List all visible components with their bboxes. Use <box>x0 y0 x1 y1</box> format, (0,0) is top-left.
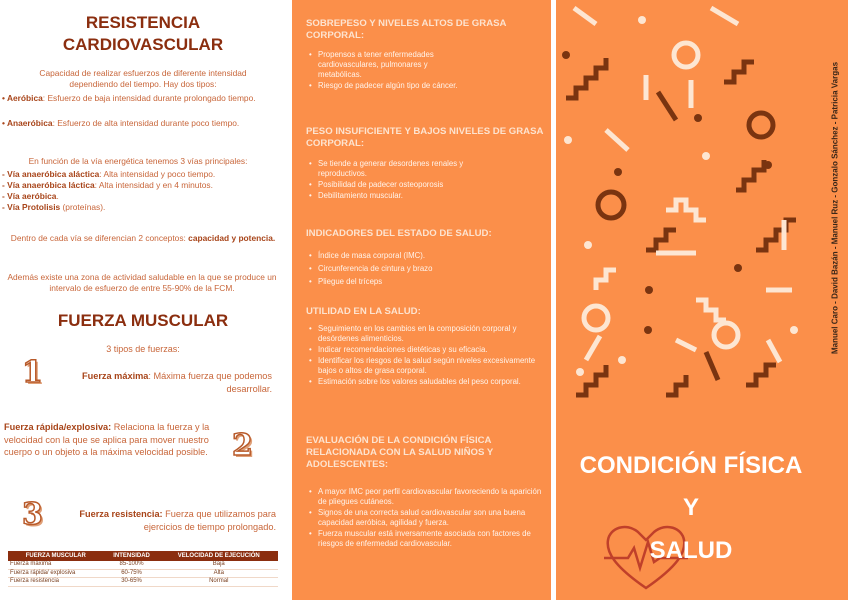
table-header: FUERZA MUSCULAR <box>8 551 104 561</box>
fuerza-maxima-desc: : Máxima fuerza que podemos desarrollar. <box>148 371 272 394</box>
table-header: INTENSIDAD <box>104 551 160 561</box>
authors-strip <box>822 0 848 420</box>
table-cell: Fuerza máxima <box>8 561 104 569</box>
heading-line-2: CARDIOVASCULAR <box>62 35 224 54</box>
peso-insuficiente-heading: PESO INSUFICIENTE Y BAJOS NIVELES DE GRASA CORPORAL: <box>306 126 544 149</box>
middle-panel <box>292 0 551 600</box>
decorative-shapes <box>556 0 826 420</box>
dash-decoration <box>768 340 780 362</box>
sobrepeso-list <box>306 50 546 92</box>
zigzag-decoration <box>596 270 616 290</box>
via-item <box>2 169 274 180</box>
right-panel <box>556 0 848 600</box>
evaluacion-list <box>306 487 546 550</box>
via-item <box>2 191 274 202</box>
resistencia-intro <box>14 68 272 90</box>
fuerza-resistencia-text <box>76 508 276 533</box>
table-row <box>8 569 278 578</box>
table-row <box>8 561 278 569</box>
number-one-icon: 1 <box>22 355 43 390</box>
via1-desc: : Alta intensidad y poco tiempo. <box>99 169 216 179</box>
dot-decoration <box>584 241 592 249</box>
peso-insuficiente-list <box>306 159 546 202</box>
list-item: • Fuerza muscular está inversamente asociada con factores de riesgos de enfermedad cardiovascular. <box>306 529 546 549</box>
fuerza-maxima-label: Fuerza máxima <box>82 371 149 381</box>
list-item: • Seguimiento en los cambios en la composición corporal y desórdenes alimenticios. <box>306 324 546 344</box>
dot-decoration <box>694 114 702 122</box>
via-item <box>2 180 274 191</box>
ring-decoration <box>674 43 698 67</box>
ring-decoration <box>749 113 773 137</box>
via2-label: - Vía anaeróbica láctica <box>2 180 95 190</box>
authors-text: Manuel Caro - David Bazán - Manuel Ruz - Gonzalo Sánchez - Patricia Vargas <box>830 61 840 355</box>
list-item: • Se tiende a generar desordenes renales y reproductivos. <box>306 159 546 179</box>
table-cell: Fuerza rápida/ explosiva <box>8 569 104 578</box>
fuerza-heading: FUERZA MUSCULAR <box>57 311 229 330</box>
zigzag-decoration <box>696 300 726 320</box>
conceptos-desc: Dentro de cada vía se diferencian 2 conceptos: <box>10 233 189 243</box>
intro-line-2: dependiendo del tiempo. Hay dos tipos: <box>69 79 217 89</box>
list-item: • Propensos a tener enfermedades cardiovasculares, pulmonares y metabólicas. <box>306 50 546 80</box>
list-item: • Posibilidad de padecer osteoporosis <box>306 180 546 190</box>
table-cell: Fuerza resistencia <box>8 578 104 587</box>
dash-decoration <box>606 130 628 150</box>
indicadores-heading: INDICADORES DEL ESTADO DE SALUD: <box>306 228 492 239</box>
fuerza-resistencia-label: Fuerza resistencia: <box>79 509 163 519</box>
dash-decoration <box>574 8 596 24</box>
dot-decoration <box>576 368 584 376</box>
utilidad-heading: UTILIDAD EN LA SALUD: <box>306 306 421 317</box>
tipos-text: 3 tipos de fuerzas: <box>106 344 180 354</box>
aerobica-desc: : Esfuerzo de baja intensidad durante prolongado tiempo. <box>42 93 256 103</box>
via4-label: - Vía Protolisis <box>2 202 61 212</box>
ring-decoration <box>598 192 624 218</box>
sobrepeso-heading: SOBREPESO Y NIVELES ALTOS DE GRASA CORPORAL: <box>306 18 507 41</box>
via-list <box>2 169 274 213</box>
dot-decoration <box>790 326 798 334</box>
dot-decoration <box>702 152 710 160</box>
table-cell: Baja <box>160 561 278 569</box>
aerobica-text <box>2 93 274 104</box>
via2-desc: : Alta intensidad y en 4 minutos. <box>94 180 213 190</box>
list-item: • Estimación sobre los valores saludables del peso corporal. <box>306 377 546 387</box>
list-item: • Riesgo de padecer algún tipo de cáncer. <box>306 81 546 91</box>
table-cell: 30-65% <box>104 578 160 587</box>
list-item: • Pliegue del tríceps <box>306 276 546 288</box>
list-item: • Índice de masa corporal (IMC). <box>306 250 546 262</box>
title-line-3: SALUD <box>649 537 733 564</box>
aerobica-label: • Aeróbica <box>2 93 43 103</box>
zigzag-decoration <box>724 62 754 82</box>
resistencia-heading <box>0 12 286 56</box>
table-cell: Alta <box>160 569 278 578</box>
table-cell: 60-75% <box>104 569 160 578</box>
zigzag-decoration <box>646 230 676 250</box>
zona-text: Además existe una zona de actividad saludable en la que se produce un intervalo de esfuerzo de entre 55-90% de la FCM. <box>7 272 277 293</box>
conceptos-bold: capacidad y potencia. <box>188 233 276 243</box>
list-item: • A mayor IMC peor perfil cardiovascular favoreciendo la aparición de pliegues cutáneos. <box>306 487 546 507</box>
zigzag-decoration <box>756 220 796 250</box>
table-header: VELOCIDAD DE EJECUCIÓN <box>160 551 278 561</box>
via3-label: - Vía aeróbica <box>2 191 57 201</box>
zigzag-decoration <box>566 58 606 98</box>
indicadores-list <box>306 250 546 289</box>
vias-intro: En función de la vía energética tenemos 3 vías principales: <box>28 156 248 166</box>
dot-decoration <box>618 356 626 364</box>
ring-decoration <box>714 323 738 347</box>
utilidad-list <box>306 324 546 388</box>
dot-decoration <box>734 264 742 272</box>
dash-decoration <box>706 352 718 380</box>
list-item: • Signos de una correcta salud cardiovascular son una buena capacidad aeróbica, agilidad y fuerza. <box>306 508 546 528</box>
dot-decoration <box>638 16 646 24</box>
number-two-icon: 2 <box>232 428 253 463</box>
anaerobica-text <box>2 118 262 129</box>
via-item <box>2 202 274 213</box>
table-row <box>8 578 278 587</box>
intro-line-1: Capacidad de realizar esfuerzos de diferente intensidad <box>39 68 247 78</box>
fuerza-resistencia-desc: Fuerza que utilizamos para ejercicios de tiempo prolongado. <box>143 509 276 532</box>
evaluacion-heading: EVALUACIÓN DE LA CONDICIÓN FÍSICA RELACIONADA CON LA SALUD NIÑOS Y ADOLESCENTES: <box>306 435 494 470</box>
list-item: • Debilitamiento muscular. <box>306 191 546 201</box>
title-line-2: Y <box>682 494 699 521</box>
heading-line-1: RESISTENCIA <box>85 13 201 32</box>
fuerza-maxima-text <box>56 370 272 395</box>
via4-desc: (proteínas). <box>60 202 106 212</box>
via3-desc: . <box>56 191 59 201</box>
left-panel <box>0 0 286 600</box>
fuerza-table <box>8 551 278 587</box>
zigzag-decoration <box>736 160 764 190</box>
dot-decoration <box>564 136 572 144</box>
fuerza-rapida-label: Fuerza rápida/explosiva: <box>4 422 112 432</box>
dash-decoration <box>658 92 676 120</box>
zigzag-decoration <box>666 375 686 395</box>
number-three-icon: 3 <box>22 497 43 532</box>
fuerza-rapida-desc: Relaciona la fuerza y la velocidad con la que se aplica para mover nuestro cuerpo o un objeto a la máxima velocidad posible. <box>4 422 210 457</box>
ring-decoration <box>584 306 608 330</box>
list-item: • Circunferencia de cintura y brazo <box>306 263 546 275</box>
dash-decoration <box>711 8 738 24</box>
dash-decoration <box>676 340 696 350</box>
dot-decoration <box>614 168 622 176</box>
dash-decoration <box>586 336 600 360</box>
title-line-1: CONDICIÓN FÍSICA <box>579 452 803 479</box>
dot-decoration <box>645 286 653 294</box>
table-header-row <box>8 551 278 561</box>
zigzag-decoration <box>666 200 706 220</box>
table-cell: Normal <box>160 578 278 587</box>
fuerza-rapida-text <box>4 421 222 459</box>
anaerobica-desc: : Esfuerzo de alta intensidad durante poco tiempo. <box>52 118 240 128</box>
dot-decoration <box>644 326 652 334</box>
list-item: • Identificar los riesgos de la salud según niveles excesivamente bajos o altos de grasa corporal. <box>306 356 546 376</box>
zigzag-decoration <box>746 365 776 385</box>
anaerobica-label: • Anaeróbica <box>2 118 53 128</box>
via1-label: - Vía anaeróbica aláctica <box>2 169 100 179</box>
dot-decoration <box>764 161 772 169</box>
dot-decoration <box>562 51 570 59</box>
list-item: • Indicar recomendaciones dietéticas y su eficacia. <box>306 345 546 355</box>
conceptos-text <box>10 233 276 244</box>
table-cell: 85-100% <box>104 561 160 569</box>
